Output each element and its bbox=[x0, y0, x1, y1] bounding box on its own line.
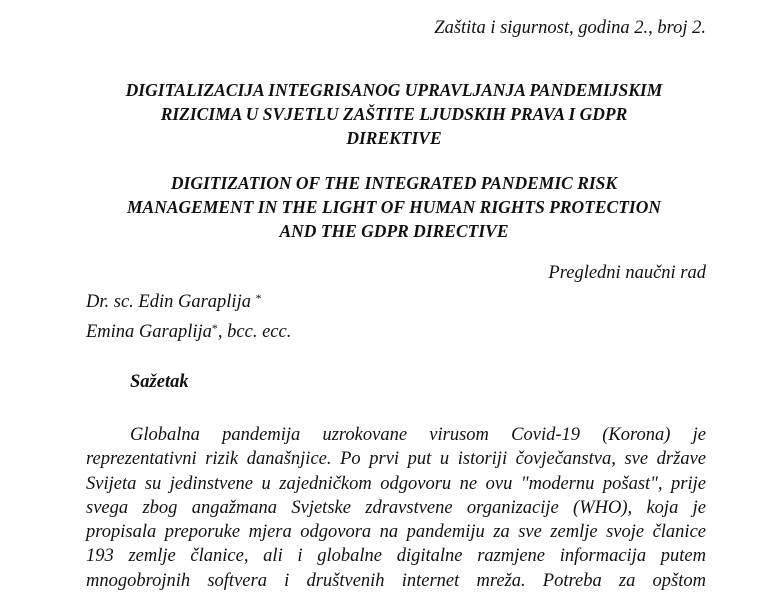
abstract-line: mnogobrojnih softvera i društvenih internet mreža. Potreba za opštom bbox=[86, 570, 706, 591]
journal-header: Zaštita i sigurnost, godina 2., broj 2. bbox=[434, 18, 706, 38]
author bbox=[86, 321, 291, 343]
author-degree: , bcc. ecc. bbox=[217, 322, 292, 342]
abstract-line: propisala preporuke mjera odgovora na pandemiju za sve zemlje svoje članice bbox=[86, 522, 706, 543]
abstract-line: 193 zemlje članice, ali i globalne digitalne razmjene informacija putem bbox=[86, 546, 706, 567]
abstract-heading: Sažetak bbox=[130, 372, 189, 392]
title-bosnian-line: DIREKTIVE bbox=[346, 128, 442, 148]
abstract-body bbox=[86, 423, 706, 593]
title-english-line: DIGITIZATION OF THE INTEGRATED PANDEMIC RISK bbox=[170, 173, 618, 193]
abstract-line: svega zbog angažmana Svjetske zdravstvene organizacije (WHO), koja je bbox=[86, 497, 706, 518]
author-name: Dr. sc. Edin Garaplija bbox=[86, 292, 251, 312]
author-name: Emina Garaplija bbox=[86, 322, 212, 342]
paper-type: Pregledni naučni rad bbox=[548, 263, 706, 283]
abstract-line: reprezentativni rizik današnjice. Po prvi put u istoriji čovječanstva, sve države bbox=[86, 449, 706, 470]
abstract-line: Svijeta su jedinstvene u zajedničkom odgovoru ne ovu "modernu pošast", prije bbox=[86, 473, 706, 494]
title-english-line: MANAGEMENT IN THE LIGHT OF HUMAN RIGHTS PROTECTION bbox=[127, 197, 661, 217]
title-bosnian-line: DIGITALIZACIJA INTEGRISANOG UPRAVLJANJA PANDEMIJSKIM bbox=[125, 80, 663, 100]
title-english bbox=[60, 171, 728, 243]
title-bosnian bbox=[60, 78, 728, 150]
abstract-line: Globalna pandemija uzrokovane virusom Covid-19 (Korona) je bbox=[130, 425, 706, 445]
author-footnote-mark: * bbox=[211, 321, 218, 335]
author-footnote-mark: * bbox=[255, 291, 262, 305]
title-english-line: AND THE GDPR DIRECTIVE bbox=[279, 221, 509, 241]
author bbox=[86, 291, 262, 313]
title-bosnian-line: RIZICIMA U SVJETLU ZAŠTITE LJUDSKIH PRAVA I GDPR bbox=[160, 104, 628, 124]
